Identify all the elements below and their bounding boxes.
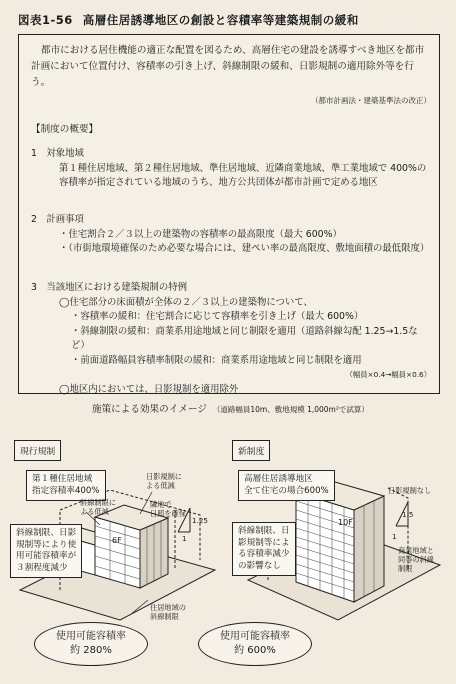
lead-paragraph: 都市における居住機能の適正な配置を図るため、高層住宅の建設を誘導すべき地区を都市計画において位置付け、容積率の引き上げ、斜線制限の緩和、日影規制の適用除外等を行う。	[31, 45, 425, 88]
new-commercial-slope-note: 商業地域と 同等の斜線 制限	[398, 546, 434, 573]
section-3-a2: ・斜線制限の緩和：商業系用途地域と同じ制限を適用（道路斜線勾配 1.25→1.5など）	[71, 325, 418, 351]
current-zone-label: 第１種住居地域 指定容積率400%	[26, 470, 106, 501]
effect-conditions: （道路幅員10m、敷地規模 1,000m²で試算）	[212, 405, 369, 414]
current-regulation-tag: 現行規制	[14, 440, 61, 461]
current-slope-unit: 1	[182, 534, 187, 543]
section-2-heading: 2 計画事項	[31, 214, 84, 225]
section-1-body: 第１種住居地域、第２種住居地域、準住居地域、近隣商業地域、準工業地域で 400%の容積率が指定されている地域のうち、地方公共団体が都市計画で定める地区	[59, 162, 427, 188]
new-system-tag: 新制度	[232, 440, 270, 461]
current-floor-count: 6F	[112, 536, 122, 545]
figure-number: 図表1-56	[18, 13, 73, 27]
outline-heading: 【制度の概要】	[31, 124, 99, 135]
section-1-heading: 1 対象地域	[31, 148, 84, 159]
section-1	[31, 147, 431, 191]
section-3-a3-note: （幅員×0.4→幅員×0.6）	[345, 370, 431, 379]
section-2-item-2: ・（市街地環境確保のため必要な場合には、建ぺい率の最高限度、敷地面積の最低限度）	[59, 243, 430, 254]
section-3-a1: ・容積率の緩和：住宅割合に応じて容積率を引き上げ（最大 600%）	[71, 311, 364, 322]
current-sunlight-note: 隣地で 日照を確保	[150, 500, 186, 518]
current-shadow-note: 日影規制に よる低減	[146, 472, 182, 490]
section-3-heading: 3 当該地区における建築規制の特例	[31, 282, 187, 293]
current-result-ellipse: 使用可能容積率 約 280%	[34, 622, 148, 666]
section-3	[31, 281, 431, 397]
current-road-slope-note: 住居地域の 斜線制限	[150, 603, 186, 621]
section-3-b: ◯地区内においては、日影規制を適用除外	[59, 383, 239, 395]
new-side-note: 斜線制限、日 影規制等によ る容積率減少 の影響なし	[232, 522, 296, 576]
new-slope-unit: 1	[392, 532, 397, 541]
current-side-note: 斜線制限、日影 規制等により使 用可能容積率が ３割程度減少	[10, 524, 82, 578]
effect-title	[92, 401, 369, 415]
current-slope-note: 斜線制限に よる低減	[80, 498, 116, 516]
new-result-ellipse: 使用可能容積率 約 600%	[198, 622, 312, 666]
section-2-item-1: ・住宅割合２／３以上の建築物の容積率の最高限度（最大 600%）	[59, 228, 342, 240]
new-floor-count: 10F	[338, 518, 353, 527]
figure-title	[18, 12, 359, 28]
figure-title-text: 高層住居誘導地区の創設と容積率等建築規制の緩和	[82, 13, 359, 27]
effect-title-text: 施策による効果のイメージ	[92, 404, 207, 415]
source-note: （都市計画法・建築基準法の改正）	[311, 96, 431, 105]
new-slope-ratio: 1.5	[402, 510, 414, 519]
new-zone-label: 高層住居誘導地区 全て住宅の場合600%	[238, 470, 335, 501]
section-3-a: ◯住宅部分の床面積が全体の２／３以上の建築物について、	[59, 296, 313, 308]
section-3-a3: ・前面道路幅員容積率制限の緩和：商業系用途地域と同じ制限を適用	[71, 354, 362, 366]
section-2	[31, 213, 431, 257]
current-slope-ratio: 1.25	[192, 516, 209, 525]
outline-box	[18, 34, 440, 394]
new-shadow-note: 日影規制なし	[388, 486, 432, 495]
